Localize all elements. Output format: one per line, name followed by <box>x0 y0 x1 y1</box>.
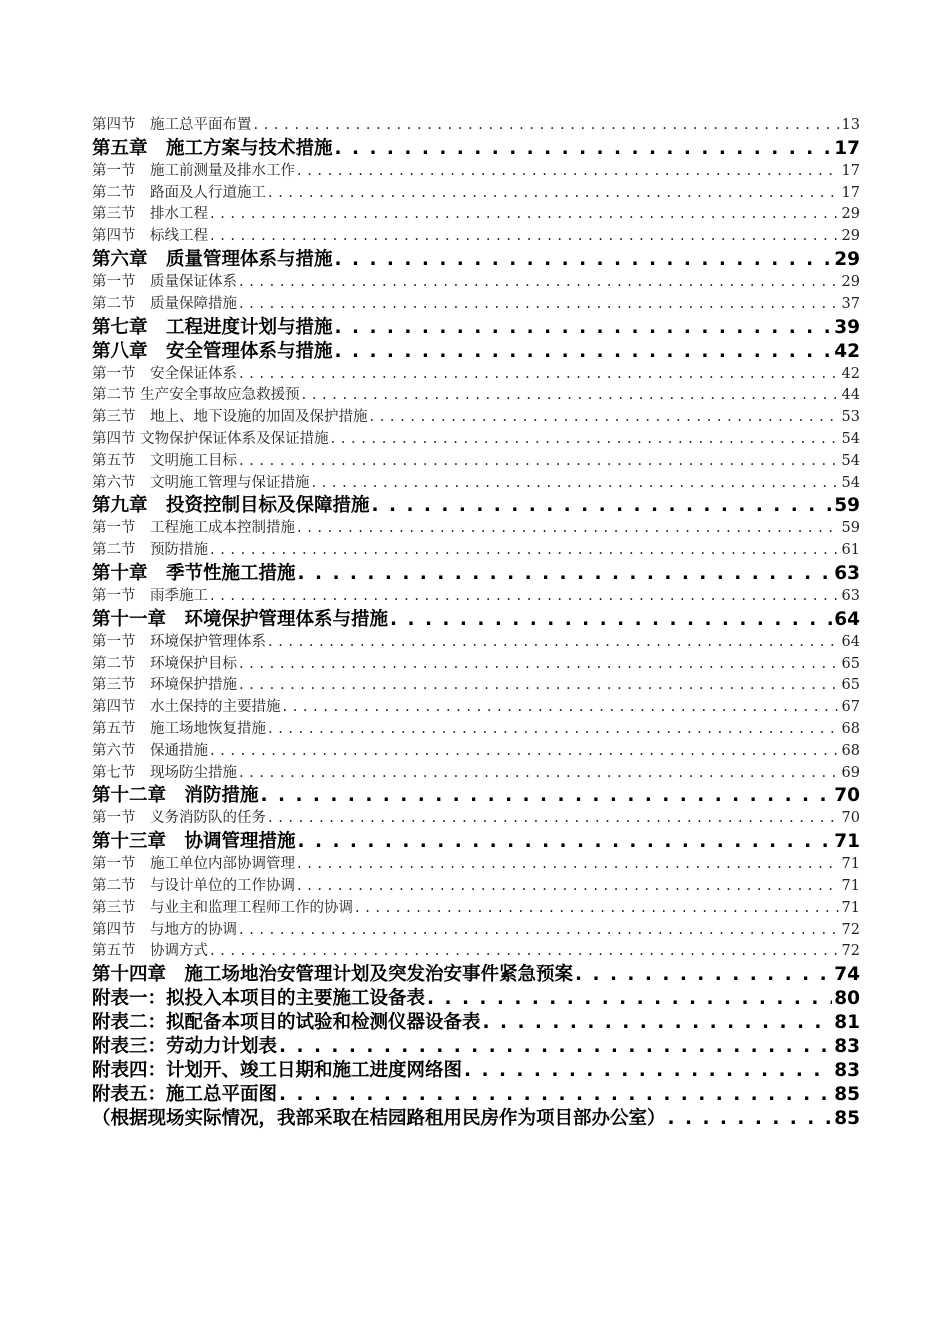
toc-entry-title: 第十三章 协调管理措施 <box>92 831 296 853</box>
toc-entry-title: 第三节 地上、地下设施的加固及保护措施 <box>92 409 368 426</box>
toc-dot-leader <box>668 1107 833 1131</box>
toc-dot-leader <box>210 226 840 248</box>
toc-page-number: 17 <box>841 184 860 201</box>
toc-page-number: 64 <box>841 633 860 650</box>
toc-dot-leader <box>297 161 840 183</box>
toc-page-number: 37 <box>841 295 860 312</box>
toc-entry-title: 第二节 质量保障措施 <box>92 295 237 312</box>
toc-page-number: 63 <box>834 562 860 584</box>
toc-entry-title: 第一节 施工前测量及排水工作 <box>92 162 295 179</box>
toc-section-entry[interactable] <box>92 161 860 183</box>
toc-dot-leader <box>297 854 840 876</box>
toc-entry-title: 第四节 施工总平面布置 <box>92 117 252 133</box>
toc-entry-title: 第一节 安全保证体系 <box>92 365 237 382</box>
toc-page-number: 13 <box>841 117 860 133</box>
toc-section-entry[interactable] <box>92 473 860 495</box>
toc-entry-title: 第一节 雨季施工 <box>92 587 208 604</box>
toc-section-entry[interactable] <box>92 385 860 407</box>
toc-entry-title: 第一节 义务消防队的任务 <box>92 810 266 827</box>
toc-entry-title: 第四节 文物保护保证体系及保证措施 <box>92 430 329 447</box>
toc-page-number: 54 <box>841 452 860 469</box>
toc-chapter-entry[interactable] <box>92 987 860 1011</box>
toc-entry-title: 第十二章 消防措施 <box>92 785 259 807</box>
toc-entry-title: 第五节 文明施工目标 <box>92 452 237 469</box>
toc-page-number: 67 <box>841 699 860 716</box>
toc-dot-leader <box>312 473 840 495</box>
toc-page-number: 17 <box>841 162 860 179</box>
toc-page-number: 17 <box>834 137 860 159</box>
toc-entry-title: 第六节 保通措施 <box>92 742 208 759</box>
toc-dot-leader <box>302 385 840 407</box>
toc-dot-leader <box>268 808 840 830</box>
toc-page-number: 69 <box>841 764 860 781</box>
toc-dot-leader <box>239 364 840 386</box>
toc-dot-leader <box>335 316 833 340</box>
toc-entry-title: 第十四章 施工场地治安管理计划及突发治安事件紧急预案 <box>92 964 574 986</box>
toc-page-number: 65 <box>841 655 860 672</box>
toc-section-entry[interactable] <box>92 654 860 676</box>
toc-page-number: 65 <box>841 677 860 694</box>
toc-entry-title: 第一节 质量保证体系 <box>92 273 237 290</box>
toc-page-number: 83 <box>834 1060 860 1082</box>
toc-entry-title: 第五节 协调方式 <box>92 943 208 960</box>
toc-dot-leader <box>254 115 840 137</box>
toc-dot-leader <box>210 586 840 608</box>
toc-dot-leader <box>372 494 833 518</box>
table-of-contents <box>92 115 860 1131</box>
toc-section-entry[interactable] <box>92 808 860 830</box>
toc-page-number: 71 <box>841 877 860 894</box>
toc-section-entry[interactable] <box>92 115 860 137</box>
toc-section-entry[interactable] <box>92 272 860 294</box>
toc-dot-leader <box>239 763 840 785</box>
toc-section-entry[interactable] <box>92 429 860 451</box>
toc-chapter-entry[interactable] <box>92 784 860 808</box>
toc-section-entry[interactable] <box>92 364 860 386</box>
toc-dot-leader <box>575 963 832 987</box>
toc-page-number: 70 <box>841 810 860 827</box>
toc-chapter-entry[interactable] <box>92 562 860 586</box>
toc-page-number: 29 <box>834 248 860 270</box>
toc-section-entry[interactable] <box>92 632 860 654</box>
toc-chapter-entry[interactable] <box>92 608 860 632</box>
toc-dot-leader <box>210 540 840 562</box>
toc-section-entry[interactable] <box>92 518 860 540</box>
toc-dot-leader <box>298 562 833 586</box>
toc-section-entry[interactable] <box>92 719 860 741</box>
toc-entry-title: 第七章 工程进度计划与措施 <box>92 316 333 338</box>
toc-entry-title: 第四节 水土保持的主要措施 <box>92 699 281 716</box>
toc-page-number: 63 <box>841 587 860 604</box>
toc-dot-leader <box>297 518 840 540</box>
toc-section-entry[interactable] <box>92 586 860 608</box>
toc-section-entry[interactable] <box>92 294 860 316</box>
toc-section-entry[interactable] <box>92 675 860 697</box>
toc-page-number: 53 <box>841 409 860 426</box>
toc-page-number: 42 <box>834 340 860 362</box>
toc-entry-title: 第四节 与地方的协调 <box>92 921 237 938</box>
toc-section-entry[interactable] <box>92 876 860 898</box>
toc-dot-leader <box>261 784 833 808</box>
toc-dot-leader <box>464 1059 832 1083</box>
toc-dot-leader <box>331 429 840 451</box>
toc-page-number: 42 <box>841 365 860 382</box>
toc-page-number: 61 <box>841 542 860 559</box>
toc-dot-leader <box>268 632 840 654</box>
toc-entry-title: 第三节 排水工程 <box>92 206 208 223</box>
toc-chapter-entry[interactable] <box>92 1059 860 1083</box>
toc-section-entry[interactable] <box>92 941 860 963</box>
toc-entry-title: 第三节 与业主和监理工程师工作的协调 <box>92 899 353 916</box>
toc-entry-title: 第十章 季节性施工措施 <box>92 562 296 584</box>
toc-section-entry[interactable] <box>92 763 860 785</box>
toc-dot-leader <box>279 1083 832 1107</box>
toc-page-number: 59 <box>834 495 860 517</box>
toc-page-number: 71 <box>841 899 860 916</box>
toc-section-entry[interactable] <box>92 451 860 473</box>
toc-entry-title: 第二节 与设计单位的工作协调 <box>92 877 295 894</box>
toc-page-number: 39 <box>834 316 860 338</box>
toc-page-number: 64 <box>834 608 860 630</box>
toc-entry-title: 第二节 环境保护目标 <box>92 655 237 672</box>
toc-entry-title: 第七节 现场防尘措施 <box>92 764 237 781</box>
toc-page-number: 81 <box>834 1012 860 1034</box>
toc-section-entry[interactable] <box>92 204 860 226</box>
toc-chapter-entry[interactable] <box>92 1011 860 1035</box>
toc-chapter-entry[interactable] <box>92 830 860 854</box>
toc-page-number: 29 <box>841 228 860 245</box>
toc-entry-title: 第五章 施工方案与技术措施 <box>92 137 333 159</box>
toc-dot-leader <box>268 183 840 205</box>
toc-entry-title: 附表五：施工总平面图 <box>92 1084 278 1106</box>
toc-dot-leader <box>370 407 840 429</box>
toc-page-number: 71 <box>841 856 860 873</box>
toc-section-entry[interactable] <box>92 741 860 763</box>
toc-chapter-entry[interactable] <box>92 494 860 518</box>
toc-page-number: 85 <box>834 1084 860 1106</box>
toc-chapter-entry[interactable] <box>92 963 860 987</box>
toc-dot-leader <box>279 1035 832 1059</box>
toc-dot-leader <box>239 272 840 294</box>
toc-page-number: 72 <box>841 921 860 938</box>
toc-section-entry[interactable] <box>92 697 860 719</box>
toc-page-number: 80 <box>834 988 860 1010</box>
toc-chapter-entry[interactable] <box>92 248 860 272</box>
toc-dot-leader <box>210 204 840 226</box>
toc-entry-title: 第一节 工程施工成本控制措施 <box>92 520 295 537</box>
toc-page-number: 29 <box>841 206 860 223</box>
toc-entry-title: 第六章 质量管理体系与措施 <box>92 248 333 270</box>
toc-entry-title: 第二节 预防措施 <box>92 542 208 559</box>
toc-page-number: 70 <box>834 785 860 807</box>
toc-dot-leader <box>239 920 840 942</box>
toc-chapter-entry[interactable] <box>92 137 860 161</box>
toc-entry-title: 附表二：拟配备本项目的试验和检测仪器设备表 <box>92 1012 481 1034</box>
toc-page-number: 68 <box>841 720 860 737</box>
toc-entry-title: 附表四：计划开、竣工日期和施工进度网络图 <box>92 1060 463 1082</box>
toc-page-number: 74 <box>834 964 860 986</box>
toc-entry-title: 第五节 施工场地恢复措施 <box>92 720 266 737</box>
toc-dot-leader <box>210 741 840 763</box>
toc-section-entry[interactable] <box>92 183 860 205</box>
toc-section-entry[interactable] <box>92 854 860 876</box>
toc-chapter-entry[interactable] <box>92 1035 860 1059</box>
toc-entry-title: 第六节 文明施工管理与保证措施 <box>92 474 310 491</box>
toc-page-number: 54 <box>841 430 860 447</box>
toc-page-number: 72 <box>841 943 860 960</box>
toc-dot-leader <box>239 675 840 697</box>
toc-entry-title: 第二节 生产安全事故应急救援预 <box>92 387 300 404</box>
toc-page-number: 71 <box>834 831 860 853</box>
toc-section-entry[interactable] <box>92 920 860 942</box>
toc-dot-leader <box>483 1011 833 1035</box>
toc-dot-leader <box>239 451 840 473</box>
toc-chapter-entry[interactable] <box>92 1083 860 1107</box>
toc-page-number: 85 <box>834 1108 860 1130</box>
toc-page-number: 44 <box>841 387 860 404</box>
toc-dot-leader <box>268 719 840 741</box>
toc-dot-leader <box>335 137 833 161</box>
toc-page-number: 54 <box>841 474 860 491</box>
toc-entry-title: 第十一章 环境保护管理体系与措施 <box>92 608 389 630</box>
toc-dot-leader <box>239 294 840 316</box>
toc-dot-leader <box>210 941 840 963</box>
toc-dot-leader <box>297 876 840 898</box>
toc-entry-title: 第九章 投资控制目标及保障措施 <box>92 495 370 517</box>
toc-section-entry[interactable] <box>92 226 860 248</box>
toc-entry-title: 第三节 环境保护措施 <box>92 677 237 694</box>
toc-entry-title: 第八章 安全管理体系与措施 <box>92 340 333 362</box>
toc-entry-title: （根据现场实际情况，我部采取在桔园路租用民房作为项目部办公室） <box>92 1108 666 1130</box>
toc-chapter-entry[interactable] <box>92 340 860 364</box>
toc-dot-leader <box>335 340 833 364</box>
toc-entry-title: 第一节 施工单位内部协调管理 <box>92 856 295 873</box>
toc-entry-title: 第一节 环境保护管理体系 <box>92 633 266 650</box>
toc-entry-title: 第四节 标线工程 <box>92 228 208 245</box>
toc-dot-leader <box>239 654 840 676</box>
toc-dot-leader <box>427 987 832 1011</box>
toc-section-entry[interactable] <box>92 898 860 920</box>
toc-dot-leader <box>283 697 840 719</box>
toc-page-number: 29 <box>841 273 860 290</box>
toc-page-number: 68 <box>841 742 860 759</box>
toc-dot-leader <box>390 608 832 632</box>
toc-dot-leader <box>355 898 840 920</box>
toc-section-entry[interactable] <box>92 540 860 562</box>
toc-chapter-entry[interactable] <box>92 316 860 340</box>
toc-page-number: 83 <box>834 1036 860 1058</box>
toc-dot-leader <box>298 830 833 854</box>
toc-page-number: 59 <box>841 520 860 537</box>
toc-chapter-entry[interactable] <box>92 1107 860 1131</box>
toc-entry-title: 第二节 路面及人行道施工 <box>92 184 266 201</box>
toc-section-entry[interactable] <box>92 407 860 429</box>
toc-entry-title: 附表三：劳动力计划表 <box>92 1036 278 1058</box>
toc-dot-leader <box>335 248 833 272</box>
toc-entry-title: 附表一：拟投入本项目的主要施工设备表 <box>92 988 426 1010</box>
